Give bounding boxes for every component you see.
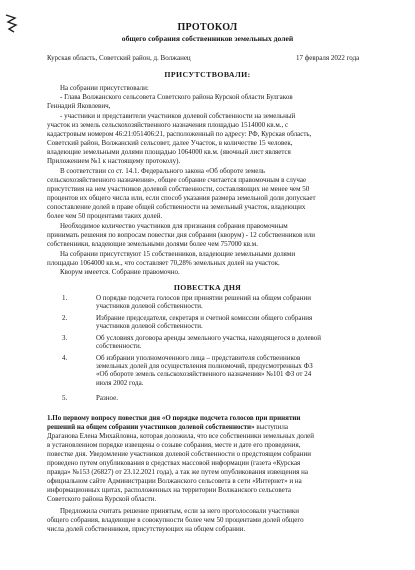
attendees-heading: ПРИСУТСТВОВАЛИ: xyxy=(164,70,251,79)
quorum-line-3: собственники, владеющие земельными долями более чем 757000 кв.м. xyxy=(47,240,258,248)
agenda-item xyxy=(62,294,362,314)
agenda-item-text: Избрание председателя, секретаря и счетной комиссии общего собрания участников долевой собственности. xyxy=(96,314,313,331)
agenda-item-number: 4. xyxy=(62,354,68,362)
agenda-item xyxy=(62,394,362,404)
question-1-heading-line-1: 1.По первому вопросу повестки дня «О порядке подсчета голосов при принятии xyxy=(47,414,301,422)
agenda-item xyxy=(62,334,362,354)
agenda-item-text: Разное. xyxy=(96,394,118,402)
agenda-item-number: 2. xyxy=(62,314,68,322)
question-1-heading-line-2: решений на общем собрании участников долевой собственности» выступила xyxy=(47,423,289,431)
question-1-line-7: правда» №153 (26827) от 23.12.2021 года), а так же путем опубликования извещения на xyxy=(47,468,308,476)
protocol-title: ПРОТОКОЛ xyxy=(177,22,238,33)
question-1-line-8: официальном сайте Администрации Волжанского сельсовета в сети «Интернет» и на xyxy=(47,477,302,485)
attendees-part-line-1: - участники и представители участников долевой собственности на земельный xyxy=(60,112,296,120)
agenda-item-text: О порядке подсчета голосов при принятии решений на общем собрании участников долевой собственности. xyxy=(96,294,312,311)
question-1-line-12: общего собрания, владеющие в совокупности более чем 50 процентами долей общего xyxy=(47,516,304,524)
question-1-line-4: в установленном порядке извещены о созыве собрания, месте и дате его проведения, xyxy=(47,441,301,449)
question-1-line-11: Предложила считать решение принятым, если за него проголосовали участники xyxy=(60,507,300,515)
question-1-line-5: повестке дня. Уведомление участников долевой собственности о предстоящем собрании xyxy=(47,450,311,458)
agenda-item-number: 5. xyxy=(62,394,68,402)
meeting-place: Курская область, Советский район, д. Волжанец xyxy=(47,54,191,62)
quorum-line-4: На собрании присутствуют 15 собственников, владеющие земельными долями xyxy=(60,250,296,258)
agenda-item xyxy=(62,314,362,334)
agenda-item-number: 3. xyxy=(62,334,68,342)
question-1-line-10: Советского района Курской области. xyxy=(47,495,157,503)
agenda-item-text: Об условиях договора аренды земельного участка, находящегося в долевой собственности. xyxy=(96,334,322,351)
agenda-item xyxy=(62,354,362,392)
attendees-part-line-6: Приложением №1 к настоящему протоколу). xyxy=(47,157,181,165)
quorum-line-5: площадью 1064000 кв.м., что составляет 70,28% земельных долей на участок. xyxy=(47,259,280,267)
attendees-part-line-2: участок из земель сельскохозяйственного назначения площадью 1514000 кв.м., с xyxy=(47,121,289,129)
protocol-subtitle: общего собрания собственников земельных долей xyxy=(121,34,294,43)
law-line-5: сопоставление долей в праве общей собственности на земельный участок, владеющих xyxy=(47,203,306,211)
law-line-6: более чем 50 процентами таких долей. xyxy=(47,212,163,220)
meeting-date: 17 февраля 2022 года xyxy=(296,54,360,62)
question-1-line-6: проведено путем опубликования в средствах массовой информации (газета «Курская xyxy=(47,459,301,467)
law-line-1: В соответствии со ст. 14.1. Федерального закона «Об обороте земель xyxy=(60,167,266,175)
question-1-line-9: информационных щитах, расположенных на территории Волжанского сельсовета xyxy=(47,486,292,494)
quorum-line-6: Кворум имеется. Собрание правомочно. xyxy=(60,268,180,276)
quorum-line-1: Необходимое количество участников для признания собрания правомочным xyxy=(60,222,288,230)
law-line-3: присутствия на нем участников долевой собственности, составляющих не менее чем 50 xyxy=(47,185,310,193)
agenda-heading: ПОВЕСТКА ДНЯ xyxy=(173,283,242,292)
attendees-part-line-4: Советский район, Волжанский сельсовет, далее Участок, в количестве 15 человек, xyxy=(47,139,293,147)
question-1-line-13: числа долей собственников, присутствующих на общем собрании. xyxy=(47,525,246,533)
agenda-item-text: Об избрании уполномоченного лица – представителя собственников земельных долей для осуществления полномочий, предусмотренных ФЗ «Об обороте земель сельскохозяйственного назначения» №101 ФЗ от 24 июля 2002 года. xyxy=(96,354,313,387)
agenda-item-number: 1. xyxy=(62,294,68,302)
law-line-4: процентов их общего числа или, если способ указания размера земельной доли допускает xyxy=(47,194,316,202)
question-1-line-3: Драганова Елена Михайловна, которая доложила, что все собственники земельных долей xyxy=(47,432,315,440)
attendees-head-line-2: Геннадий Яковлевич, xyxy=(47,102,111,110)
attendees-part-line-5: владеющие земельными долями площадью 1064000 кв.м. (явочный лист является xyxy=(47,148,291,156)
attendees-head-line-1: - Глава Волжанского сельсовета Советского района Курской области Булгаков xyxy=(60,93,293,101)
quorum-line-2: принимать решения по вопросам повестки дня собрания (кворум) - 12 собственников или xyxy=(47,231,316,239)
law-line-2: сельскохозяйственного назначения», общее собрание считается правомочным в случае xyxy=(47,176,307,184)
attendees-part-line-3: кадастровым номером 46:21:051406:21, расположенный по адресу: РФ, Курская область, xyxy=(47,130,312,138)
attendees-intro: На собрании присутствовали: xyxy=(60,84,149,92)
